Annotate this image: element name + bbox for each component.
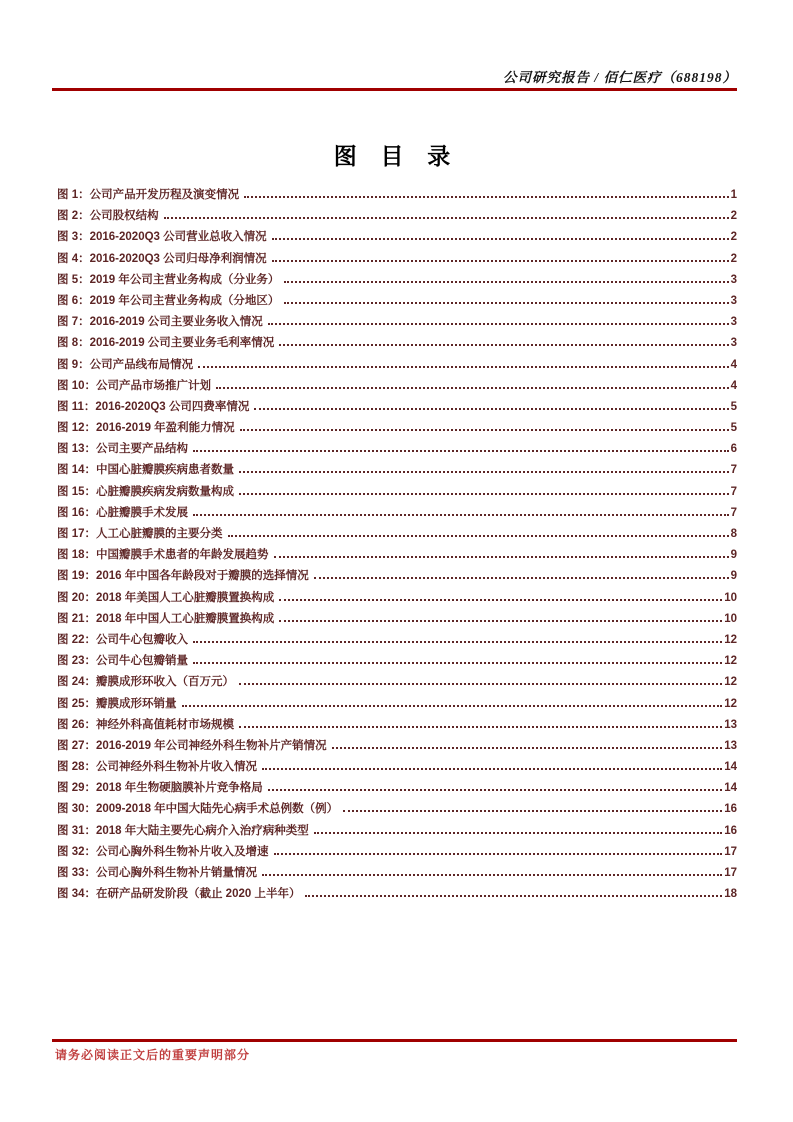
- toc-dot-leader: [332, 747, 723, 749]
- toc-item[interactable]: [57, 398, 737, 419]
- toc-item-page: 16: [724, 803, 737, 816]
- toc-item[interactable]: [57, 885, 737, 906]
- toc-item-label: 图 27：2016-2019 年公司神经外科生物补片产销情况: [57, 739, 327, 752]
- toc-item[interactable]: [57, 461, 737, 482]
- toc-item[interactable]: [57, 186, 737, 207]
- footer-disclaimer: 请务必阅读正文后的重要声明部分: [55, 1048, 251, 1062]
- toc-dot-leader: [193, 450, 729, 452]
- toc-item-label: 图 34：在研产品研发阶段（截止 2020 上半年）: [57, 888, 301, 901]
- toc-dot-leader: [216, 387, 729, 389]
- toc-item-page: 8: [730, 528, 737, 540]
- toc-item-page: 7: [730, 506, 737, 519]
- toc-item[interactable]: [57, 228, 737, 249]
- toc-item-page: 12: [724, 676, 737, 689]
- toc-item[interactable]: [57, 313, 737, 334]
- toc-item[interactable]: [57, 419, 737, 440]
- toc-item[interactable]: [57, 356, 737, 377]
- toc-item[interactable]: [57, 589, 737, 610]
- toc-item-label: 图 19：2016 年中国各年龄段对于瓣膜的选择情况: [57, 570, 309, 583]
- toc-item-label: 图 21：2018 年中国人工心脏瓣膜置换构成: [57, 612, 275, 625]
- toc-item-label: 图 13：公司主要产品结构: [57, 443, 188, 456]
- toc-item[interactable]: [57, 377, 737, 398]
- toc-item-page: 4: [730, 358, 737, 371]
- toc-item[interactable]: [57, 800, 737, 821]
- toc-item-page: 5: [730, 422, 737, 435]
- toc-item[interactable]: [57, 779, 737, 800]
- toc-item[interactable]: [57, 673, 737, 694]
- footer-divider: [52, 1039, 737, 1042]
- toc-item[interactable]: [57, 334, 737, 355]
- report-header: 公司研究报告 / 佰仁医疗（688198）: [502, 70, 737, 85]
- toc-dot-leader: [182, 705, 723, 707]
- toc-item-label: 图 32：公司心胸外科生物补片收入及增速: [57, 845, 269, 858]
- toc-item-page: 17: [724, 867, 737, 879]
- toc-item[interactable]: [57, 525, 737, 546]
- toc-item-page: 17: [724, 845, 737, 858]
- toc-item-page: 3: [730, 294, 737, 307]
- toc-item-label: 图 16：心脏瓣膜手术发展: [57, 506, 188, 519]
- toc-item-page: 3: [730, 316, 737, 329]
- toc-item-label: 图 25：瓣膜成形环销量: [57, 697, 177, 710]
- toc-item-page: 14: [724, 761, 737, 774]
- toc-dot-leader: [272, 238, 729, 240]
- toc-item-page: 2: [730, 252, 737, 265]
- toc-item[interactable]: [57, 440, 737, 461]
- toc-item-label: 图 30：2009-2018 年中国大陆先心病手术总例数（例）: [57, 803, 339, 816]
- toc-item[interactable]: [57, 250, 737, 271]
- toc-dot-leader: [254, 408, 728, 410]
- toc-item-page: 12: [724, 633, 737, 646]
- toc-item-page: 18: [724, 888, 737, 901]
- toc-item[interactable]: [57, 695, 737, 716]
- toc-item-label: 图 33：公司心胸外科生物补片销量情况: [57, 867, 257, 879]
- toc-dot-leader: [272, 260, 729, 262]
- toc-dot-leader: [239, 471, 729, 473]
- page-title: 图 目 录: [333, 144, 460, 169]
- toc-item-label: 图 26：神经外科高值耗材市场规模: [57, 718, 234, 731]
- toc-item[interactable]: [57, 758, 737, 779]
- toc-item[interactable]: [57, 207, 737, 228]
- toc-item[interactable]: [57, 504, 737, 525]
- toc-item-page: 10: [724, 591, 737, 604]
- toc-item[interactable]: [57, 610, 737, 631]
- toc-dot-leader: [240, 429, 729, 431]
- toc-item[interactable]: [57, 271, 737, 292]
- toc-dot-leader: [343, 810, 722, 812]
- toc-dot-leader: [284, 302, 728, 304]
- toc-item-label: 图 2：公司股权结构: [57, 210, 159, 223]
- toc-item-label: 图 17：人工心脏瓣膜的主要分类: [57, 528, 223, 540]
- toc-item-page: 13: [724, 739, 737, 752]
- toc-item-page: 2: [730, 231, 737, 244]
- toc-dot-leader: [314, 577, 729, 579]
- toc-dot-leader: [239, 726, 722, 728]
- toc-item-page: 3: [730, 273, 737, 286]
- toc-item-page: 6: [730, 443, 737, 456]
- toc-dot-leader: [284, 281, 728, 283]
- toc-dot-leader: [193, 662, 722, 664]
- toc-item-label: 图 8：2016-2019 公司主要业务毛利率情况: [57, 337, 275, 350]
- toc-dot-leader: [262, 874, 722, 876]
- toc-item-page: 9: [730, 549, 737, 562]
- toc-item-page: 12: [724, 697, 737, 710]
- toc-item-label: 图 31：2018 年大陆主要先心病介入治疗病种类型: [57, 824, 309, 837]
- toc-item-page: 7: [730, 485, 737, 498]
- toc-item-label: 图 5：2019 年公司主营业务构成（分业务）: [57, 273, 280, 286]
- toc-item-page: 5: [730, 400, 737, 413]
- toc-item-label: 图 28：公司神经外科生物补片收入情况: [57, 761, 257, 774]
- toc-item-label: 图 3：2016-2020Q3 公司营业总收入情况: [57, 231, 267, 244]
- header-divider: [52, 88, 737, 91]
- toc-item-page: 12: [724, 655, 737, 668]
- toc-item-page: 16: [724, 824, 737, 837]
- toc-item[interactable]: [57, 567, 737, 588]
- toc-dot-leader: [274, 556, 729, 558]
- toc-item[interactable]: [57, 652, 737, 673]
- toc-item-label: 图 22：公司牛心包瓣收入: [57, 633, 188, 646]
- toc-item-page: 9: [730, 570, 737, 583]
- toc-dot-leader: [193, 514, 729, 516]
- toc-item-label: 图 6：2019 年公司主营业务构成（分地区）: [57, 294, 280, 307]
- toc-item[interactable]: [57, 864, 737, 885]
- toc-item-label: 图 10：公司产品市场推广计划: [57, 379, 211, 392]
- toc-item-page: 7: [730, 464, 737, 477]
- toc-item[interactable]: [57, 292, 737, 313]
- toc-dot-leader: [274, 853, 723, 855]
- toc-item[interactable]: [57, 716, 737, 737]
- toc-item-label: 图 20：2018 年美国人工心脏瓣膜置换构成: [57, 591, 275, 604]
- toc-item-label: 图 18：中国瓣膜手术患者的年龄发展趋势: [57, 549, 269, 562]
- toc-item-label: 图 24：瓣膜成形环收入（百万元）: [57, 676, 234, 689]
- toc-dot-leader: [198, 366, 729, 368]
- toc-item-page: 3: [730, 337, 737, 350]
- toc-dot-leader: [244, 196, 729, 198]
- toc-dot-leader: [239, 683, 722, 685]
- toc-item[interactable]: [57, 483, 737, 504]
- toc-dot-leader: [305, 895, 722, 897]
- toc-dot-leader: [279, 599, 722, 601]
- toc-item-label: 图 14：中国心脏瓣膜疾病患者数量: [57, 464, 234, 477]
- toc-item-page: 1: [730, 189, 737, 201]
- toc-item-page: 14: [724, 782, 737, 795]
- toc-dot-leader: [193, 641, 722, 643]
- toc-item[interactable]: [57, 631, 737, 652]
- figure-toc-list: [57, 186, 737, 906]
- toc-item-page: 4: [730, 379, 737, 392]
- toc-item[interactable]: [57, 843, 737, 864]
- toc-item-page: 13: [724, 718, 737, 731]
- toc-dot-leader: [239, 493, 729, 495]
- toc-dot-leader: [268, 323, 729, 325]
- toc-dot-leader: [228, 535, 729, 537]
- toc-item[interactable]: [57, 737, 737, 758]
- toc-item-label: 图 9：公司产品线布局情况: [57, 358, 194, 371]
- toc-item-label: 图 4：2016-2020Q3 公司归母净利润情况: [57, 252, 267, 265]
- toc-dot-leader: [268, 789, 722, 791]
- toc-item-label: 图 11：2016-2020Q3 公司四费率情况: [57, 400, 250, 413]
- toc-dot-leader: [279, 620, 722, 622]
- toc-item-page: 10: [724, 612, 737, 625]
- toc-item-label: 图 7：2016-2019 公司主要业务收入情况: [57, 316, 263, 329]
- toc-item-label: 图 1：公司产品开发历程及演变情况: [57, 189, 240, 201]
- toc-dot-leader: [279, 344, 728, 346]
- toc-item-label: 图 15：心脏瓣膜疾病发病数量构成: [57, 485, 234, 498]
- toc-item-label: 图 23：公司牛心包瓣销量: [57, 655, 188, 668]
- toc-dot-leader: [164, 217, 729, 219]
- toc-item[interactable]: [57, 546, 737, 567]
- toc-item[interactable]: [57, 822, 737, 843]
- toc-item-label: 图 12：2016-2019 年盈利能力情况: [57, 422, 235, 435]
- toc-item-label: 图 29：2018 年生物硬脑膜补片竞争格局: [57, 782, 263, 795]
- toc-dot-leader: [314, 832, 722, 834]
- toc-item-page: 2: [730, 210, 737, 223]
- toc-dot-leader: [262, 768, 722, 770]
